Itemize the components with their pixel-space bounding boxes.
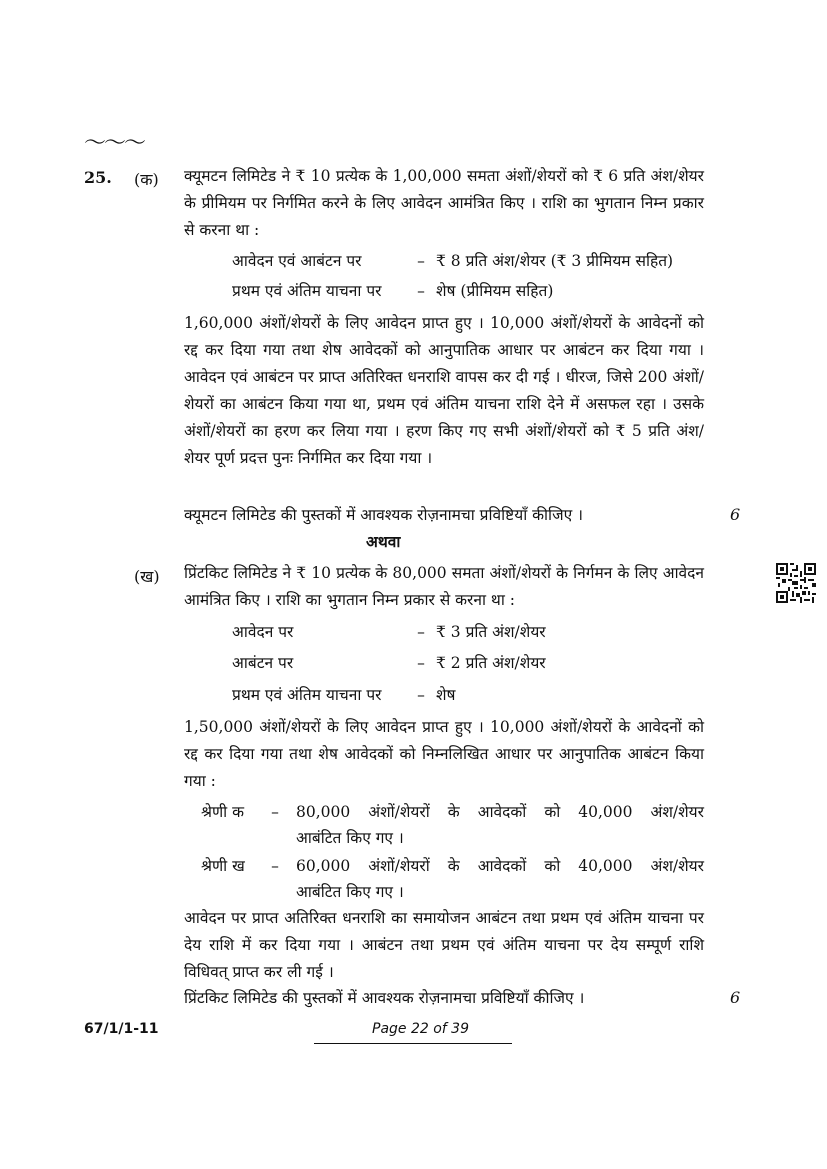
part-a-stage-1: आवेदन एवं आबंटन पर	[232, 252, 362, 270]
part-b-amount-3: शेष	[436, 686, 456, 704]
part-a-dash-1: –	[417, 252, 425, 270]
part-a-amount-2: शेष (प्रीमियम सहित)	[436, 282, 554, 300]
part-b-label: (ख)	[134, 567, 160, 586]
part-b-dash-2: –	[417, 654, 425, 672]
footer-divider	[314, 1043, 512, 1044]
category-b-line-1: 60,000 अंशों/शेयरों के आवेदकों को 40,000 अंश/शेयर	[296, 857, 704, 875]
question-number: 25.	[84, 168, 112, 187]
part-b-stage-3: प्रथम एवं अंतिम याचना पर	[232, 686, 382, 704]
part-b-dash-1: –	[417, 623, 425, 641]
part-a-amount-1: ₹ 8 प्रति अंश/शेयर (₹ 3 प्रीमियम सहित)	[436, 252, 674, 270]
decorative-tilde: 〜〜〜	[84, 131, 145, 156]
category-b-name: श्रेणी ख	[201, 857, 245, 875]
category-a-line-1: 80,000 अंशों/शेयरों के आवेदकों को 40,000 अंश/शेयर	[296, 803, 704, 821]
part-a-intro: क्यूमटन लिमिटेड ने ₹ 10 प्रत्येक के 1,00,000 समता अंशों/शेयरों को ₹ 6 प्रति अंश/शेयर के प्रीमियम पर निर्गमित करने के लिए आवेदन आमंत्रित किए । राशि का भुगतान निम्न प्रकार से करना था :	[184, 167, 704, 239]
part-b-amount-2: ₹ 2 प्रति अंश/शेयर	[436, 654, 546, 672]
part-b-amount-1: ₹ 3 प्रति अंश/शेयर	[436, 623, 546, 641]
part-b-intro: प्रिंटकिट लिमिटेड ने ₹ 10 प्रत्येक के 80,000 समता अंशों/शेयरों के निर्गमन के लिए आवेदन आमंत्रित किए । राशि का भुगतान निम्न प्रकार से करना था :	[184, 564, 704, 609]
part-b-instruction: प्रिंटकिट लिमिटेड की पुस्तकों में आवश्यक रोज़नामचा प्रविष्टियाँ कीजिए ।	[184, 989, 585, 1007]
part-a-label: (क)	[134, 170, 159, 189]
part-b-dash-3: –	[417, 686, 425, 704]
page-number: Page 22 of 39	[372, 1021, 469, 1037]
qr-code-icon	[776, 563, 816, 603]
or-label: अथवा	[366, 532, 401, 551]
part-b-body: 1,50,000 अंशों/शेयरों के लिए आवेदन प्राप्त हुए । 10,000 अंशों/शेयरों के आवेदनों को रद्द कर दिया गया तथा शेष आवेदकों को निम्नलिखित आधार पर आनुपातिक आबंटन किया गया :	[184, 718, 704, 790]
part-a-dash-2: –	[417, 282, 425, 300]
part-b-closing: आवेदन पर प्राप्त अतिरिक्त धनराशि का समायोजन आबंटन तथा प्रथम एवं अंतिम याचना पर देय राशि में कर दिया गया । आबंटन तथा प्रथम एवं अंतिम याचना पर देय सम्पूर्ण राशि विधिवत् प्राप्त कर ली गई ।	[184, 909, 704, 981]
part-a-instruction: क्यूमटन लिमिटेड की पुस्तकों में आवश्यक रोज़नामचा प्रविष्टियाँ कीजिए ।	[184, 506, 583, 524]
category-b-line-2: आबंटित किए गए ।	[296, 883, 404, 901]
part-b-stage-1: आवेदन पर	[232, 623, 294, 641]
part-b-marks: 6	[730, 988, 741, 1007]
part-a-marks: 6	[730, 505, 741, 524]
paper-code: 67/1/1-11	[84, 1021, 159, 1037]
category-b-dash: –	[271, 857, 279, 875]
part-a-body: 1,60,000 अंशों/शेयरों के लिए आवेदन प्राप्त हुए । 10,000 अंशों/शेयरों के आवेदनों को रद्द कर दिया गया तथा शेष आवेदकों को आनुपातिक आधार पर आबंटन कर दिया गया । आवेदन एवं आबंटन पर प्राप्त अतिरिक्त धनराशि वापस कर दी गई । धीरज, जिसे 200 अंशों/शेयरों का आबंटन किया गया था, प्रथम एवं अंतिम याचना राशि देने में असफल रहा । उसके अंशों/शेयरों का हरण कर लिया गया । हरण किए गए सभी अंशों/शेयरों को ₹ 5 प्रति अंश/शेयर पूर्ण प्रदत्त पुनः निर्गमित कर दिया गया ।	[184, 314, 704, 467]
category-a-line-2: आबंटित किए गए ।	[296, 829, 404, 847]
part-a-stage-2: प्रथम एवं अंतिम याचना पर	[232, 282, 382, 300]
category-a-name: श्रेणी क	[201, 803, 245, 821]
part-b-stage-2: आबंटन पर	[232, 654, 294, 672]
category-a-dash: –	[271, 803, 279, 821]
